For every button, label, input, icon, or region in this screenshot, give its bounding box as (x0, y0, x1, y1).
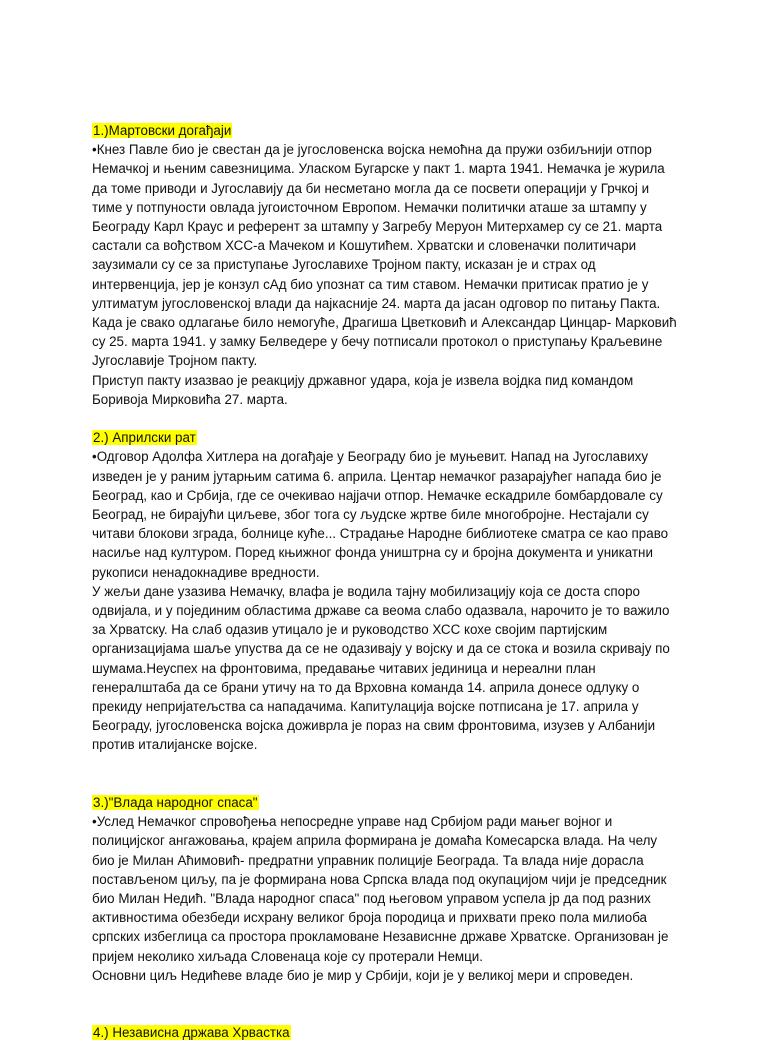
section-heading: 2.) Априлски рат (93, 430, 196, 446)
section-paragraph: Основни циљ Недићеве владе био је мир у Србији, који је у великој мери и спроведен. (92, 967, 634, 983)
document-page (92, 121, 682, 1043)
section-paragraph: У жељи дане узазива Немачку, влафа је водила тајну мобилизацију која се доста споро одвијала, и у појединим областима државе са веома слабо одазвала, нарочито је то важило за Хрватску. На слаб одазив утицало је и руководство ХСС кохе својим партијским организацијама шаље упуства да се не одазивају у војску и да се стока и возила скривају по шумама.Неуспех на фронтовима, предавање читавих јединица и нереални план генералштаба да се брани утичу на то да Врховна команда 14. априла донесе одлуку о прекиду непријатељства са нападачима. Капитулација војске потписана је 17. априла у Београду, југословенска војска доживрла је пораз на свим фронтовима, изузев у Албанији против италијанске војске. (92, 583, 670, 753)
section-heading: 4.) Независна држава Хрвастка (93, 1025, 290, 1041)
section-paragraph: Приступ пакту изазвао је реакцију државног удара, која је извела војдка пид командом Боривоја Мирковића 27. марта. (92, 372, 634, 407)
section-paragraph: •Одговор Адолфа Хитлера на догађаје у Београду био је муњевит. Напад на Југославиху изведен је у раним јутарњим сатима 6. априла. Центар немачког разарајућег напада био је Београд, као и Србија, где се очекивао најјачи отпор. Немачке ескадриле бомбардовале су Београд, не бирајући циљеве, због тога су људске жртве биле многобројне. Нестајали су читави блокови зграда, болнице куће... Страдање Народне библиотеке сматра се као право насиље над културом. Поред књижног фонда уништрна су и бројна документа и уникатни рукописи ненадокнадиве вредности. (92, 449, 669, 580)
section-march-events (92, 121, 682, 409)
section-paragraph: •Услед Немачког спровођења непосредне управе над Србијом ради мањег војног и полицијског ангажовања, крајем априла формирана је домаћа Комесарска влада. На челу био је Милан Аћимовић- предратни управник полиције Београда. Та влада није дорасла постављеном циљу, па је формирана нова Српска влада под окупацијом чији је председник био Милан Недић. "Влада народног спаса" под његовом управом успела јр да под разних активностима обезбеди исхрану великог броја породица и прихвати преко пола милиоба српских избеглица са простора прокламоване Независнне државе Хрватске. Организован је пријем неколико хиљада Словенаца које су протерали Немци. (92, 814, 669, 964)
section-independent-state-croatia (92, 1023, 682, 1042)
section-april-war (92, 428, 682, 754)
section-heading: 1.)Мартовски догађаји (93, 123, 232, 138)
section-paragraph: •Кнез Павле био је свестан да је југословенска војска немоћна да пружи озбиљнији отпор Немачкој и њеним савезницима. Уласком Бугарске у пакт 1. марта 1941. Немачка је журила да томе приводи и Југославију да би несметано могла да се посвети операцији у Грчкој и тиме у потпуности овлада југоисточном Европом. Немачки политички аташе за штампу у Београду Карл Краус и референт за штампу у Загребу Меруон Митерхамер су се 21. марта састали са вођством ХСС-а Мачеком и Кошутићем. Хрватски и словеначки политичари заузимали су се за приступање Југославихе Тројном пакту, исказан је и страх од интервенција, јер је конзул сАд био упознат са тим ставом. Немачки притисак пратио је у ултиматум југословенској влади да најкасније 24. марта да јасан одговор по питању Пакта. Када је свако одлагање било немогуће, Драгиша Цветковић и Александар Цинцар- Марковић су 25. марта 1941. у замку Белведере у бечу потписали протокол о приступању Краљевине Југославије Тројном пакту. (92, 142, 677, 369)
section-heading: 3.)"Влада народног спаса" (93, 795, 258, 811)
section-national-salvation-government (92, 793, 682, 985)
